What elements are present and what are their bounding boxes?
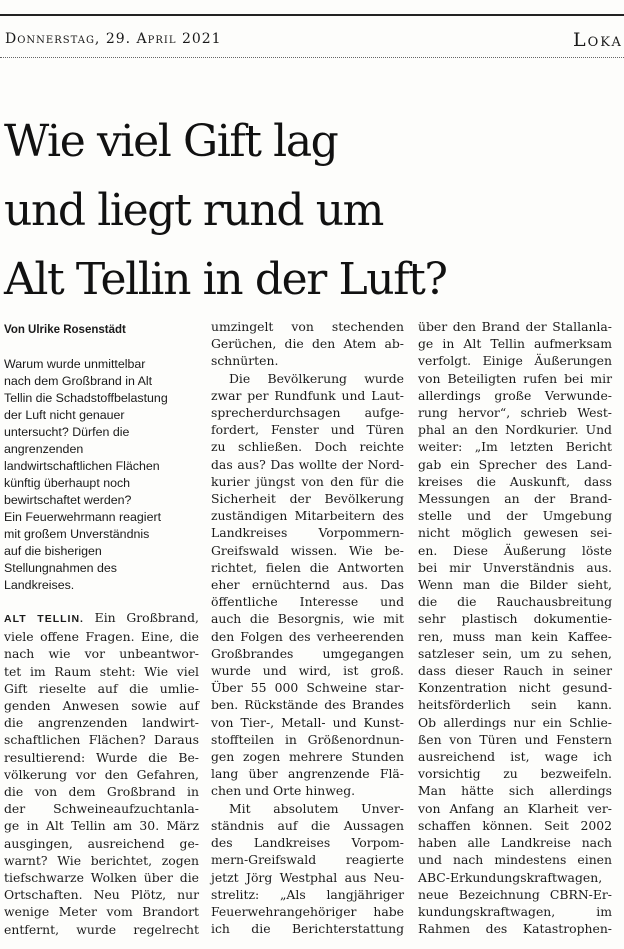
article-body-column-2	[211, 318, 404, 937]
header-divider	[0, 57, 624, 58]
text-line: Gerüchen, die den Atem ab-	[211, 336, 404, 352]
page-header	[5, 31, 624, 53]
text-run: Ein Großbrand,	[83, 610, 199, 625]
text-line: satzleser sein, um zu sehen,	[418, 645, 612, 661]
text-line: mern-Greifswald reagierte	[211, 852, 404, 868]
text-line: bei mir Unverständnis aus.	[418, 559, 612, 575]
lede-line: landwirtschaftlichen Flächen	[4, 459, 160, 473]
text-line: jetzt Jörg Westphal aus Neu-	[211, 869, 404, 885]
text-line	[4, 609, 199, 628]
text-line: Greifswald wissen. Wie be-	[211, 542, 404, 558]
text-line: neue Bezeichnung CBRN-Er-	[418, 886, 612, 902]
text-line: verfolgt. Einige Äußerungen	[418, 353, 612, 369]
text-line: rung hervor“, schrieb West-	[418, 405, 612, 421]
issue-date: Donnerstag, 29. April 2021	[5, 31, 222, 47]
text-line: ben. Rückstände des Brandes	[211, 697, 404, 713]
headline-line: Alt Tellin in der Luft?	[4, 254, 447, 305]
text-line: ausgingen, ausreichend ge-	[4, 835, 199, 851]
text-line: entfernt, wurde regelrecht	[4, 921, 199, 937]
text-line: warnt? Wie berichtet, zogen	[4, 852, 199, 868]
text-line: ren, muss man kein Kaffee-	[418, 628, 612, 644]
headline	[4, 107, 620, 314]
lede-line: auf die bisherigen	[4, 544, 102, 558]
lede-line: Landkreises.	[4, 578, 75, 592]
text-line: Feuerwehrangehöriger habe	[211, 903, 404, 919]
text-line: fordert, Fenster und Türen	[211, 422, 404, 438]
text-line: der Schweineaufzuchtanla-	[4, 801, 199, 817]
text-line: Ortschaften. Neu Plötz, nur	[4, 887, 199, 903]
top-rule	[0, 14, 624, 16]
text-line: weiter: „Im letzten Bericht	[418, 439, 612, 455]
lede-line: mit großem Unverständnis	[4, 527, 150, 541]
text-line: Rahmen des Katastrophen-	[418, 921, 612, 937]
text-line: Messungen an der Brand-	[418, 491, 612, 507]
text-line: Großbrandes umgegangen	[211, 645, 404, 661]
text-line: Mit absolutem Unver-	[229, 800, 404, 816]
text-line: eher ernüchternd aus. Das	[211, 577, 404, 593]
text-line: vorsichtig zu bezweifeln.	[418, 766, 612, 782]
text-line: gen zogen mehrere Stunden	[211, 749, 404, 765]
headline-line: Wie viel Gift lag	[4, 116, 338, 167]
text-line: über den Brand der Stallanla-	[418, 319, 612, 334]
text-line: das aus? Das wollte der Nord-	[211, 456, 404, 472]
text-line: sprecherdurchsagen aufge-	[211, 405, 404, 421]
text-line: schaftlichen Flächen? Daraus	[4, 732, 199, 748]
text-line: zwar per Rundfunk und Laut-	[211, 387, 404, 403]
lede-line: Tellin die Schadstoffbelastung	[4, 391, 168, 405]
text-line: resultierend: Wurde die Be-	[4, 749, 199, 765]
text-line: strelitz: „Als langjähriger	[211, 886, 404, 902]
text-line: umzingelt von stechenden	[211, 319, 404, 334]
text-line: schnürten.	[211, 353, 279, 369]
text-line: zu schließen. Doch reichte	[211, 439, 404, 455]
text-line: ich die Berichterstattung	[211, 921, 404, 937]
article-body-column-3	[418, 318, 612, 937]
text-line: dass dieser Rauch in seiner	[418, 663, 612, 679]
lede-line: Stellungnahmen des	[4, 561, 117, 575]
article-body-column-1	[4, 609, 199, 938]
text-line: von Tier-, Metall- und Kunst-	[211, 714, 404, 730]
lede-line: Ein Feuerwehrmann reagiert	[4, 510, 162, 524]
article-column-3	[418, 318, 612, 937]
text-line: kurier jüngst von den für die	[211, 473, 404, 489]
text-line: sehr plastisch dokumentie-	[418, 611, 612, 627]
article-lede	[4, 356, 199, 594]
text-line: Sicherheit der Bevölkerung	[211, 491, 404, 507]
lede-line: angrenzenden	[4, 442, 84, 456]
text-line: heitsförderlich sein kann.	[418, 697, 612, 713]
text-line: den Folgen des verheerenden	[211, 628, 404, 644]
text-line: Ob allerdings nur ein Schlie-	[418, 714, 612, 730]
text-line: tiefschwarze Wolken über die	[4, 870, 199, 886]
text-line: schaffen können. Seit 2002	[418, 817, 612, 833]
text-line: ständnis auf die Aussagen	[211, 817, 404, 833]
text-line: viele offene Fragen. Eine, die	[4, 629, 199, 645]
text-line: kreises die Auskunft, dass	[418, 473, 612, 489]
text-line: wurde und wird, ist groß.	[211, 663, 404, 679]
text-line: die von dem Großbrand in	[4, 784, 199, 800]
text-line: und nach mindestens einen	[418, 852, 612, 868]
text-line: ABC-Erkundungskraftwagen,	[418, 869, 603, 885]
text-line: die die Rauchausbreitung	[418, 594, 612, 610]
lede-line: künftig überhaupt noch	[4, 476, 131, 490]
lede-line: untersucht? Dürfen die	[4, 425, 130, 439]
lede-line: bewirtschaftet werden?	[4, 493, 132, 507]
text-line: en. Diese Äußerung löste	[418, 542, 612, 558]
text-line: richtet, fielen die Antworten	[211, 559, 404, 575]
text-line: gab ein Sprecher des Land-	[418, 456, 612, 472]
text-line: zuständigen Mitarbeitern des	[211, 508, 404, 524]
text-line: lang über angrenzende Flä-	[211, 766, 404, 782]
text-line: Landkreises Vorpommern-	[211, 525, 404, 541]
lede-line: nach dem Großbrand in Alt	[4, 374, 153, 388]
text-line: nicht möglich gewesen sei-	[418, 525, 612, 541]
text-line: haben alle Landkreise nach	[418, 835, 612, 851]
text-line: tet im Raum steht: Wie viel	[4, 663, 199, 679]
text-line: von Beteiligten rufen bei mir	[418, 370, 612, 386]
lede-line: der Luft nicht genauer	[4, 408, 125, 422]
text-line: kundungskraftwagen, im	[418, 903, 612, 919]
text-line: Die Bevölkerung wurde	[229, 370, 404, 386]
article-column-2	[211, 318, 404, 937]
article-column-1	[4, 318, 199, 938]
text-line: völkerung vor den Gefahren,	[4, 766, 199, 782]
text-line: Über 55 000 Schweine star-	[211, 680, 404, 696]
text-line: allerdings große Verwunde-	[418, 387, 612, 403]
text-line: ausreichend ist, wage ich	[418, 749, 612, 765]
text-line: ge in Alt Tellin am 30. März	[4, 818, 199, 834]
text-line: chen und Orte hinweg.	[211, 783, 356, 799]
text-line: auch die Besorgnis, wie mit	[211, 611, 404, 627]
text-line: Wenn man die Bilder sieht,	[418, 577, 612, 593]
text-line: Man hätte sich allerdings	[418, 783, 612, 799]
headline-line: und liegt rund um	[4, 185, 383, 236]
section-name: Loka	[573, 29, 623, 51]
text-line: phal an den Nordkurier. Und	[418, 422, 612, 438]
text-line: die angrenzenden landwirt-	[4, 715, 199, 731]
text-line: von Anfang an Klarheit ver-	[418, 800, 612, 816]
text-line: öffentliche Interesse und	[211, 594, 404, 610]
text-line: Konzentration nicht gesund-	[418, 680, 612, 696]
text-line: ßen von Türen und Fenstern	[418, 731, 612, 747]
text-line: ge in Alt Tellin aufmerksam	[418, 336, 612, 352]
text-line: genden Anwesen sowie auf	[4, 698, 199, 714]
text-line: wenige Meter vom Brandort	[4, 904, 199, 920]
dateline: ALT TELLIN.	[4, 613, 84, 625]
text-line: stelle und der Umgebung	[418, 508, 612, 524]
text-line: nach wie vor unbeantwor-	[4, 646, 199, 662]
text-line: stoffteilen in Größenordnun-	[211, 731, 404, 747]
lede-line: Warum wurde unmittelbar	[4, 357, 146, 371]
text-line: des Landkreises Vorpom-	[211, 835, 404, 851]
author-byline: Von Ulrike Rosenstädt	[4, 324, 126, 336]
text-line: Gift rieselte auf die umlie-	[4, 680, 199, 696]
